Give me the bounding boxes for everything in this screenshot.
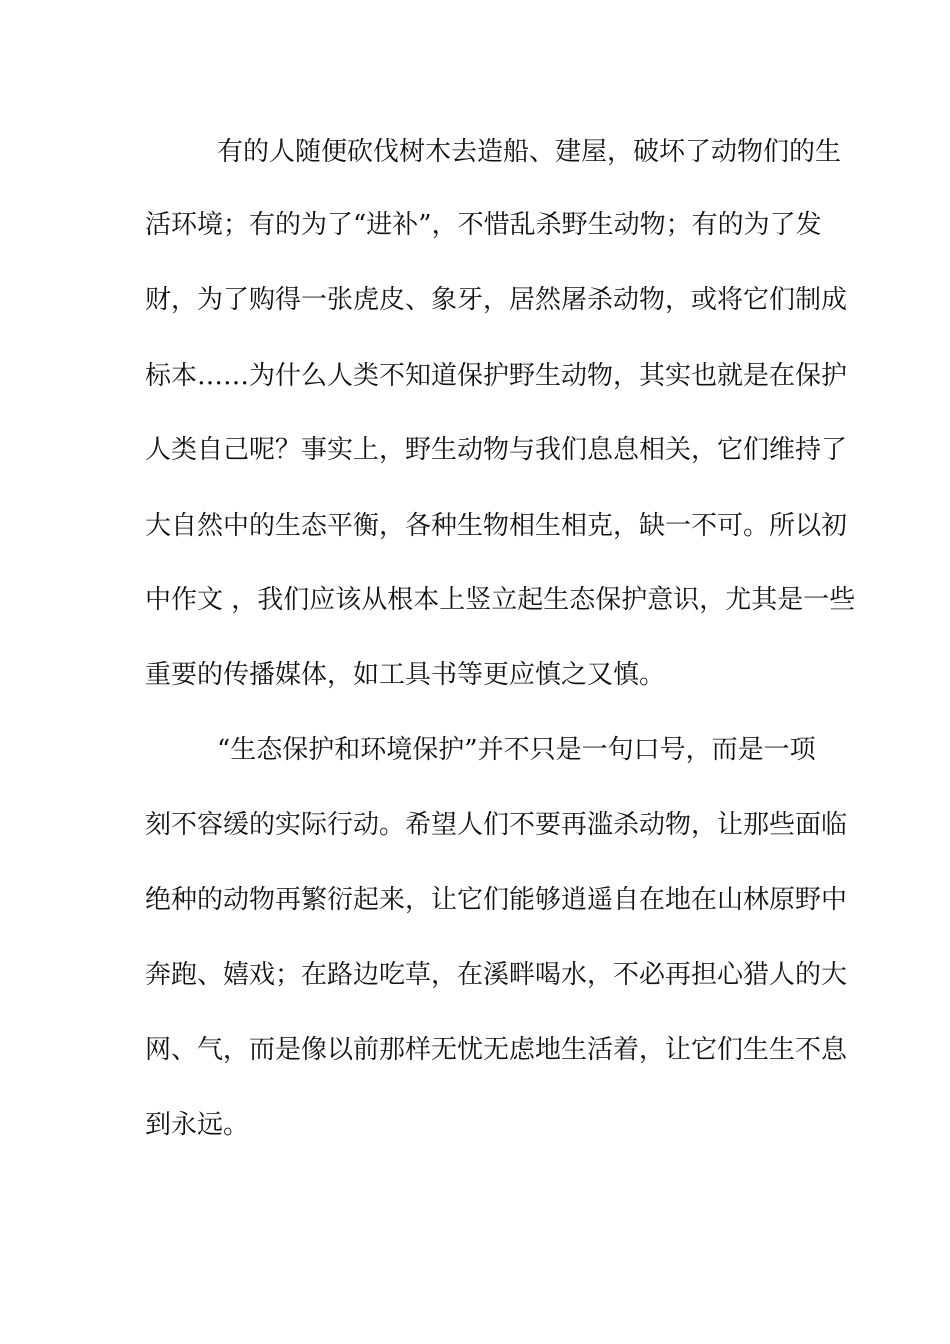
paragraph-line: 大自然中的生态平衡，各种生物相生相克，缺一不可。所以初: [145, 511, 848, 541]
paragraph-line: 到永远。: [145, 1110, 250, 1140]
paragraph-line: 活环境；有的为了“进补”，不惜乱杀野生动物；有的为了发: [145, 210, 822, 240]
paragraph-line: 财，为了购得一张虎皮、象牙，居然屠杀动物，或将它们制成: [145, 285, 848, 315]
paragraph-line: 绝种的动物再繁衍起来，让它们能够逍遥自在地在山林原野中: [145, 885, 848, 915]
paragraph-line: 人类自己呢？事实上，野生动物与我们息息相关，它们维持了: [145, 435, 848, 465]
paragraph-line: 重要的传播媒体，如工具书等更应慎之又慎。: [145, 660, 666, 690]
paragraph-line: 网、气，而是像以前那样无忧无虑地生活着，让它们生生不息: [145, 1035, 848, 1065]
paragraph-line: 标本……为什么人类不知道保护野生动物，其实也就是在保护: [145, 361, 848, 391]
paragraph-line: 刻不容缓的实际行动。希望人们不要再滥杀动物，让那些面临: [145, 810, 848, 840]
paragraph-line: 有的人随便砍伐树木去造船、建屋，破坏了动物们的生: [217, 137, 842, 167]
paragraph-line: “生态保护和环境保护”并不只是一句口号，而是一项: [217, 735, 816, 765]
paragraph-line: 奔跑、嬉戏；在路边吃草，在溪畔喝水，不必再担心猎人的大: [145, 960, 848, 990]
paragraph-line: 中作文 ，我们应该从根本上竖立起生态保护意识，尤其是一些: [145, 585, 856, 615]
